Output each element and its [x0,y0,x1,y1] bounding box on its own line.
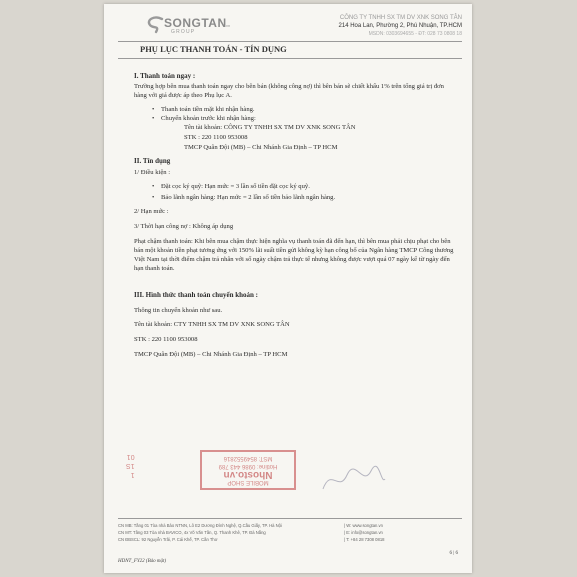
company-name: CÔNG TY TNHH SX TM DV XNK SONG TÂN [339,15,462,21]
form-code: HDNT_FY22 (Bảo mật) [118,559,167,564]
document-page [104,4,472,573]
header-divider [118,41,462,42]
account-name: Tên tài khoản: CÔNG TY TNHH SX TM DV XNK SONG TÂN [184,124,356,131]
bank-name: TMCP Quân Đội (MB) – Chi Nhánh Gia Định – TP HCM [184,144,338,151]
section-3-heading: III. Hình thức thanh toán chuyển khoản : [134,291,259,299]
footer-contacts: | W: www.songtan.vn | E: info@songtan.vn | T: +84 28 7308 0818 [344,523,385,542]
company-logo [144,14,231,36]
title-divider [118,58,462,59]
debt-term: 3/ Thời hạn công nợ : Không áp dụng [134,223,234,230]
company-contact: MSDN: 0303694655 - ĐT: 028 73 0808 18 [368,31,462,37]
company-address: 214 Hoa Lan, Phường 2, Phú Nhuận, TP.HCM [338,23,462,29]
account-number: STK : 220 1100 953008 [134,336,198,343]
late-payment-paragraph: Phạt chậm thanh toán: Khi bên mua chậm thực hiện nghĩa vụ thanh toán đã đến hạn, thì bên mua phải chịu phạt cho bên bán một khoản tiền phạt tương ứng với 150% lãi suất tiền gửi không kỳ hạn công bố của Ngân hàng TMCP Công thương Việt Nam tại thời điểm chậm trả nhân với số ngày chậm trả thực tế nhưng không được vượt quá 07 ngày kể từ ngày đến hạn thanh toán. [134,238,454,272]
list-item: • Đặt cọc ký quỹ: Hạn mức = 3 lần số tiền đặt cọc ký quỹ. [161,181,454,192]
company-stamp: MOBILE SHOP Nhosto.vn Hotline: 0986 443 789 MST: 8549552816 [200,450,296,490]
document-body [134,72,454,359]
condition-label: 1/ Điều kiện : [134,169,171,176]
logo-text: SONGTAN [164,16,227,30]
limit-label: 2/ Hạn mức : [134,208,169,215]
list-item: • Chuyển khoản trước khi nhận hàng: [161,114,454,123]
footer-divider [118,518,462,519]
section-1-list [134,105,454,123]
section-1-heading: I. Thanh toán ngay : [134,72,196,80]
account-name: Tên tài khoản: CTY TNHH SX TM DV XNK SONG TÂN [134,321,290,328]
stamp-marks: 1 1S 01 [126,453,135,478]
account-number: STK : 220 1100 953008 [184,134,248,141]
transfer-info: Thông tin chuyển khoản như sau. [134,307,223,314]
signature-scribble [319,459,389,499]
section-1-paragraph: Trường hợp bên mua thanh toán ngay cho bên bán (không công nợ) thì bên bán sẽ chiết khấu 1% trên tổng giá trị đơn hàng với giá được áp theo Phụ lục A. [134,83,444,99]
list-item: • Thanh toán tiền mặt khi nhận hàng. [161,105,454,114]
logo-swirl-icon [144,14,166,36]
logo-suffix: vn [226,23,231,28]
page-title: PHỤ LỤC THANH TOÁN - TÍN DỤNG [140,44,287,54]
footer-branches: CN MB: Tầng 01 Tòa nhà Bảo NTNN, Lô E2 Dương Đình Nghệ, Q.Cầu Giấy, TP. Hà Nội CN MT: Tầng 03 Tòa nhà BAVICO, 4x Võ Văn Tần, Q. Thanh Khê, TP. Đà Nẵng CN ĐBSCL: 92 Nguyễn Trãi, P. Cái Khế, TP. Cần Thơ [118,523,282,542]
bank-details-1 [134,123,454,153]
section-2-heading: II. Tín dụng [134,157,171,165]
list-item: • Bảo lãnh ngân hàng: Hạn mức = 2 lần số tiền bảo lãnh ngân hàng. [161,192,454,203]
company-info [339,14,462,38]
section-2-list [134,181,454,203]
logo-tagline: GROUP [171,29,196,35]
page-number: 6 | 6 [449,551,458,556]
bank-name: TMCP Quân Đội (MB) – Chi Nhánh Gia Định – TP HCM [134,351,288,358]
